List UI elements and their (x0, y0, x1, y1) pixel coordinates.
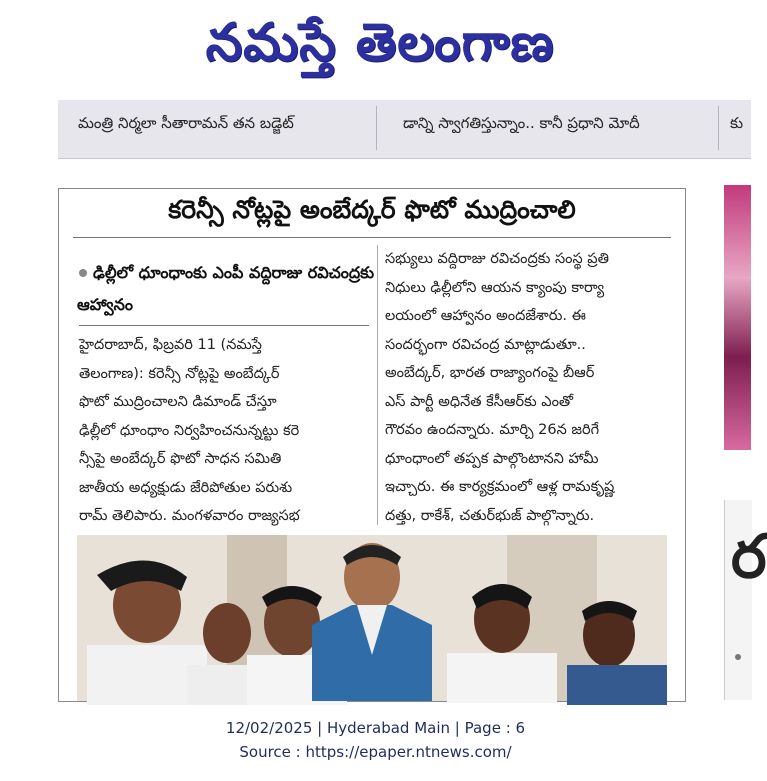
page-footer (0, 716, 751, 764)
side-advertisement-photo (724, 185, 751, 450)
side-article-fragment (724, 500, 767, 700)
article-line: ఢిల్లీలో ధూంధాం నిర్వహించనున్నట్టు కరె (79, 422, 300, 439)
masthead (0, 0, 751, 100)
article-line: సభ్యులు వద్దిరాజు రవిచంద్రకు సంస్థ ప్రతి (385, 251, 609, 267)
headline-rule (73, 237, 671, 238)
article-headline: కరెన్సీ నోట్లపై అంబేద్కర్ ఫొటో ముద్రించాలి (168, 195, 576, 224)
bullet-icon (735, 654, 741, 660)
article-line: తెలంగాణ): కరెన్సీ నోట్లపై అంబేద్కర్ (79, 365, 280, 382)
article-line: ఎస్ పార్టీ అధినేత కేసీఆర్‌కు ఎంతో (385, 393, 574, 410)
article-line: లయంలో ఆహ్వానం అందజేశారు. ఈ (385, 308, 586, 324)
ticker-divider (718, 106, 719, 150)
article-line: జాతీయ అధ్యక్షుడు జేరిపోతుల పరుశు (79, 479, 293, 496)
article-line: సందర్భంగా రవిచంద్ర మాట్లాడుతూ.. (385, 336, 586, 353)
article-line: రామ్ తెలిపారు. మంగళవారం రాజ్యసభ (79, 508, 300, 524)
ticker-item-1: మంత్రి నిర్మలా సీతారామన్ తన బడ్జెట్ (78, 114, 294, 132)
article-line: న్సీపై అంబేద్కర్ ఫొటో సాధన సమితి (79, 451, 282, 467)
article-column-right (385, 245, 675, 530)
article-line: ధూంధాంలో తప్పక పాల్గొంటానని హామీ (385, 450, 599, 467)
ticker-item-2: డాన్ని స్వాగతిస్తున్నాం.. కానీ ప్రధాని మోదీ (403, 114, 640, 132)
article-subhead (77, 257, 377, 321)
side-headline-fragment: ర (731, 522, 767, 592)
article-photo (77, 535, 667, 701)
article-line: దత్తు, రాకేశ్, చతుర్‌భుజ్ పాల్గొన్నారు. (385, 507, 595, 524)
article-line: అంబేద్కర్, భారత రాజ్యాంగంపై బీఆర్ (385, 365, 595, 381)
article-line: ఫొటో ముద్రించాలని డిమాండ్ చేస్తూ (79, 394, 277, 410)
article-line: హైదరాబాద్, ఫిబ్రవరి 11 (నమస్తే (79, 337, 262, 353)
article-column-left (79, 331, 369, 531)
ticker-divider (376, 106, 377, 150)
column-divider (377, 245, 378, 525)
ticker-item-3: కు (730, 114, 744, 132)
news-article (58, 188, 686, 702)
ticker-strip (58, 100, 751, 159)
newspaper-logo: నమస్తే తెలంగాణ (205, 13, 555, 73)
edition-info: 12/02/2025 | Hyderabad Main | Page : 6 (225, 719, 526, 737)
group-photo-illustration (77, 535, 667, 701)
subhead-text: ఢిల్లీలో ధూంధాంకు ఎంపీ వద్దిరాజు రవిచంద్రకు ఆహ్వానం (77, 263, 375, 314)
source-link[interactable]: Source : https://epaper.ntnews.com/ (239, 743, 512, 761)
article-line: నిధులు ఢిల్లీలోని ఆయన క్యాంపు కార్యా (385, 279, 605, 296)
article-line: గౌరవం ఉందన్నారు. మార్చి 26న జరిగే (385, 422, 600, 438)
subhead-rule (79, 325, 369, 326)
article-line: ఇచ్చారు. ఈ కార్యక్రమంలో ఆళ్ల రామకృష్ణ (385, 479, 615, 495)
